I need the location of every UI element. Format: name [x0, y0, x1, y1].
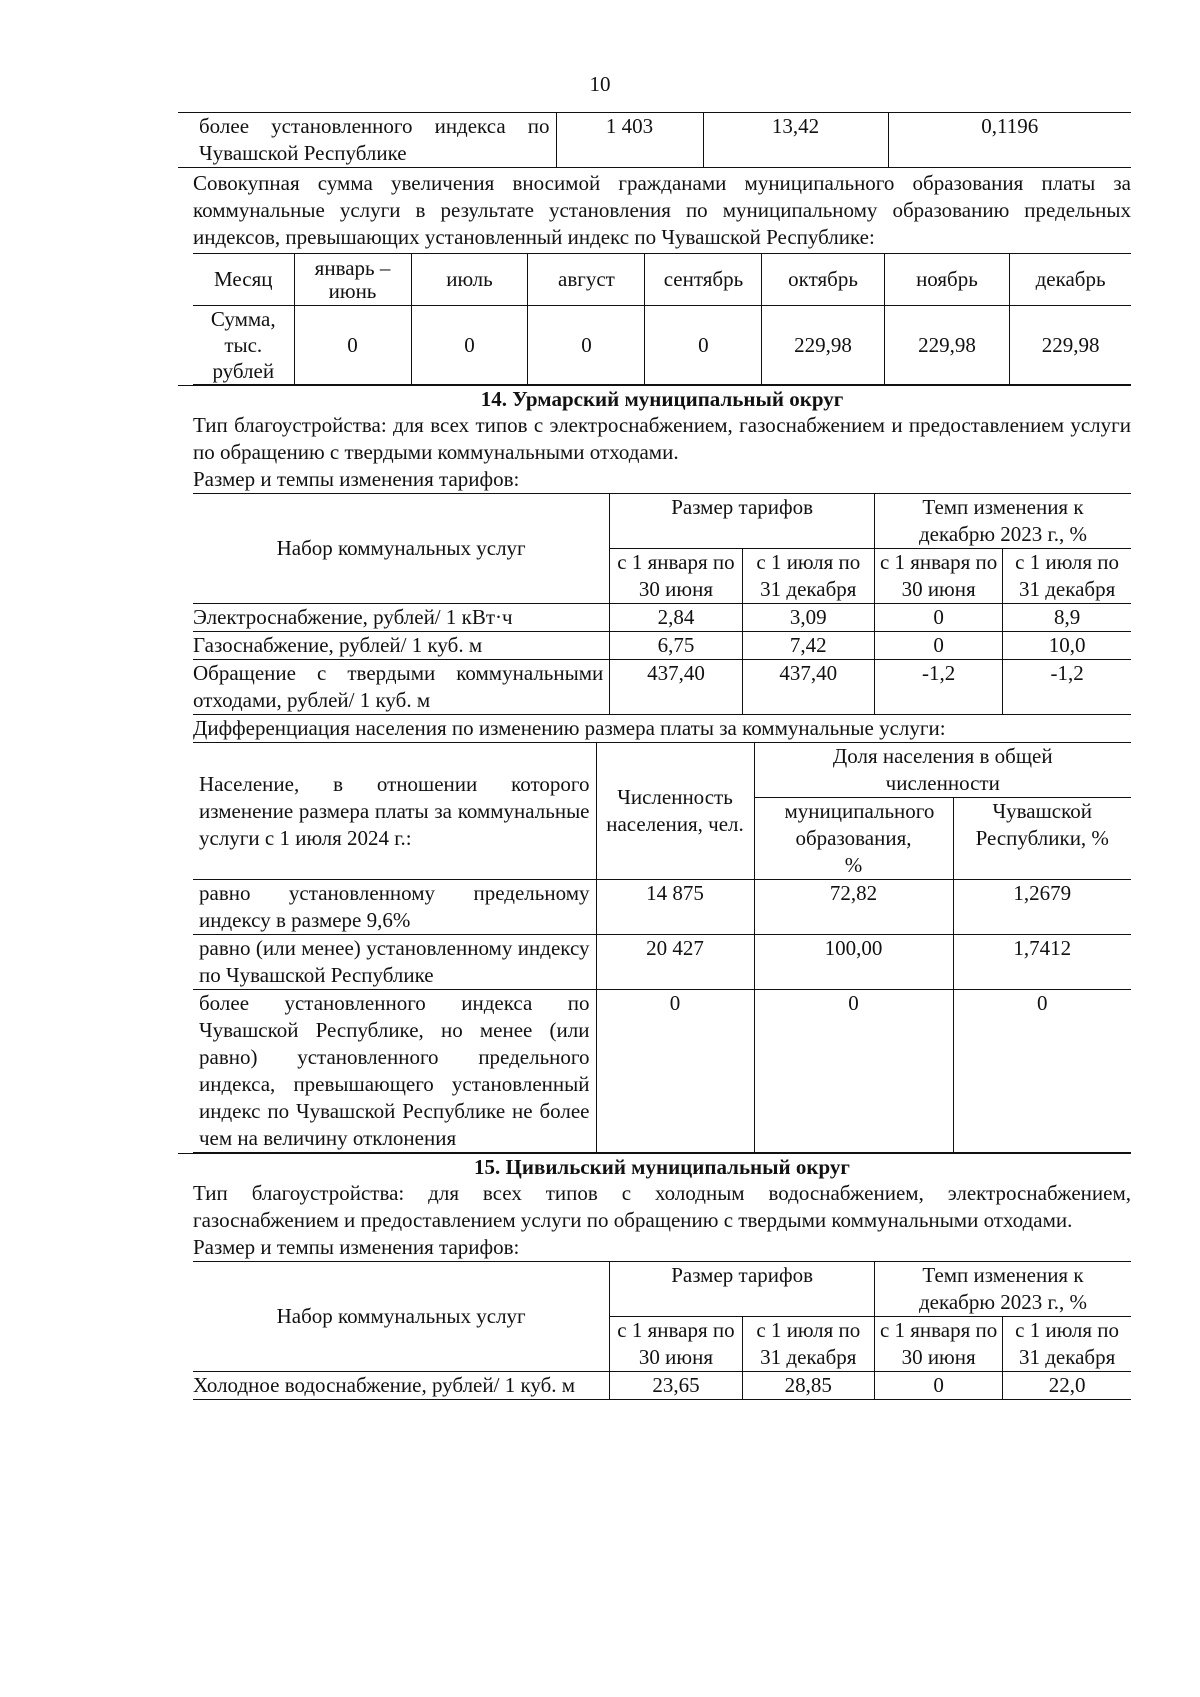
rate-jul-dec: 8,9 [1003, 604, 1131, 632]
service-name: Холодное водоснабжение, рублей/ 1 куб. м [193, 1372, 610, 1400]
section-14-type: Тип благоустройства: для всех типов с электроснабжением, газоснабжением и предоставлением услуги по обращению с твердыми коммунальными отходами. [193, 413, 1131, 464]
section-15-tariff-table [193, 1261, 1131, 1400]
sum-nov: 229,98 [884, 306, 1009, 385]
row-label: более установленного индекса по Чувашской Республике [178, 113, 556, 168]
table-row [193, 935, 1131, 990]
population-count: 14 875 [596, 880, 754, 935]
rate-jan-jun: 0 [874, 1372, 1002, 1400]
table-row [178, 113, 1131, 168]
population-count: 1 403 [556, 113, 703, 168]
row-label: равно (или менее) установленному индексу по Чувашской Республике [193, 935, 596, 990]
population-count: 20 427 [596, 935, 754, 990]
rate-jan-jun: 0 [874, 632, 1002, 660]
section-14-tariff-table [193, 493, 1131, 715]
change-rate-header: Темп изменения к декабрю 2023 г., % [874, 1262, 1131, 1317]
table-row [193, 306, 1131, 385]
municipality-share-header: муниципального образования, % [754, 798, 953, 880]
month-oct: октябрь [762, 254, 884, 306]
tariff-jan-jun: 23,65 [610, 1372, 742, 1400]
month-jul: июль [411, 254, 528, 306]
table-row [193, 880, 1131, 935]
continued-population-table [178, 112, 1131, 168]
section-14-tariff-intro: Размер и темпы изменения тарифов: [193, 467, 520, 491]
municipality-share: 0 [754, 990, 953, 1153]
table-row [193, 632, 1131, 660]
table-row [193, 743, 1131, 798]
change-rate-header: Темп изменения к декабрю 2023 г., % [874, 494, 1131, 549]
jul-dec-header: с 1 июля по 31 декабря [742, 549, 874, 604]
population-count-header: Численность населения, чел. [596, 743, 754, 880]
service-name: Газоснабжение, рублей/ 1 куб. м [193, 632, 610, 660]
month-aug: август [528, 254, 645, 306]
sum-sep: 0 [645, 306, 762, 385]
rate-jul-dec: -1,2 [1003, 660, 1131, 715]
section-14-population-table [193, 742, 1131, 1153]
tariff-size-header: Размер тарифов [610, 494, 875, 549]
table-row [193, 660, 1131, 715]
section-15-tariff-intro: Размер и темпы изменения тарифов: [193, 1235, 520, 1259]
services-header: Набор коммунальных услуг [193, 1262, 610, 1372]
rate-jul-dec-header: с 1 июля по 31 декабря [1003, 549, 1131, 604]
services-header: Набор коммунальных услуг [193, 494, 610, 604]
sum-jul: 0 [411, 306, 528, 385]
section-15-title: 15. Цивильский муниципальный округ [474, 1155, 850, 1179]
tariff-jul-dec: 7,42 [742, 632, 874, 660]
service-name: Обращение с твердыми коммунальными отходами, рублей/ 1 куб. м [193, 660, 610, 715]
table-row [193, 1262, 1131, 1317]
population-header: Население, в отношении которого изменение размера платы за коммунальные услуги с 1 июля 2024 г.: [193, 743, 596, 880]
population-share-header: Доля населения в общей численности [754, 743, 1131, 798]
republic-share: 0,1196 [888, 113, 1131, 168]
republic-share: 1,7412 [953, 935, 1131, 990]
section-14-title: 14. Урмарский муниципальный округ [480, 387, 844, 411]
municipality-share: 72,82 [754, 880, 953, 935]
table-row [193, 990, 1131, 1153]
row-label: более установленного индекса по Чувашской Республике, но менее (или равно) установленного предельного индекса, превышающего установленный индекс по Чувашской Республике не более чем на величину отклонения [193, 990, 596, 1153]
rate-jul-dec: 10,0 [1003, 632, 1131, 660]
month-sep: сентябрь [645, 254, 762, 306]
tariff-jul-dec: 437,40 [742, 660, 874, 715]
rate-jan-jun: 0 [874, 604, 1002, 632]
rate-jan-jun-header: с 1 января по 30 июня [874, 549, 1002, 604]
rate-jan-jun-header: с 1 января по 30 июня [874, 1317, 1002, 1372]
tariff-jul-dec: 3,09 [742, 604, 874, 632]
monthly-sum-table [193, 253, 1131, 385]
tariff-size-header: Размер тарифов [610, 1262, 875, 1317]
service-name: Электроснабжение, рублей/ 1 кВт·ч [193, 604, 610, 632]
republic-share: 0 [953, 990, 1131, 1153]
summary-paragraph: Совокупная сумма увеличения вносимой гражданами муниципального образования платы за коммунальные услуги в результате установления по муниципальному образованию предельных индексов, превышающих установленный индекс по Чувашской Республике: [193, 171, 1131, 249]
jan-jun-header: с 1 января по 30 июня [610, 1317, 742, 1372]
republic-share: 1,2679 [953, 880, 1131, 935]
rate-jul-dec: 22,0 [1003, 1372, 1131, 1400]
section-15-type: Тип благоустройства: для всех типов с холодным водоснабжением, электроснабжением, газоснабжением и предоставлением услуги по обращению с твердыми коммунальными отходами. [193, 1181, 1131, 1232]
page-number: 10 [589, 72, 611, 96]
sum-aug: 0 [528, 306, 645, 385]
table-row [193, 494, 1131, 549]
month-nov: ноябрь [884, 254, 1009, 306]
tariff-jan-jun: 6,75 [610, 632, 742, 660]
rate-jan-jun: -1,2 [874, 660, 1002, 715]
tariff-jul-dec: 28,85 [742, 1372, 874, 1400]
document-content [193, 112, 1131, 1400]
jul-dec-header: с 1 июля по 31 декабря [742, 1317, 874, 1372]
table-row [193, 254, 1131, 306]
table-row [193, 604, 1131, 632]
population-count: 0 [596, 990, 754, 1153]
jan-jun-header: с 1 января по 30 июня [610, 549, 742, 604]
month-jan-jun: январь – июнь [294, 254, 411, 306]
month-dec: декабрь [1010, 254, 1131, 306]
municipality-share: 100,00 [754, 935, 953, 990]
rate-jul-dec-header: с 1 июля по 31 декабря [1003, 1317, 1131, 1372]
sum-oct: 229,98 [762, 306, 884, 385]
sum-label: Сумма, тыс. рублей [193, 306, 294, 385]
tariff-jan-jun: 2,84 [610, 604, 742, 632]
row-label: равно установленному предельному индексу в размере 9,6% [193, 880, 596, 935]
republic-share-header: Чувашской Республики, % [953, 798, 1131, 880]
table-row [193, 1372, 1131, 1400]
month-header: Месяц [193, 254, 294, 306]
sum-dec: 229,98 [1010, 306, 1131, 385]
sum-jan-jun: 0 [294, 306, 411, 385]
municipality-share: 13,42 [703, 113, 888, 168]
section-14-diff-intro: Дифференциация населения по изменению размера платы за коммунальные услуги: [193, 716, 946, 740]
tariff-jan-jun: 437,40 [610, 660, 742, 715]
